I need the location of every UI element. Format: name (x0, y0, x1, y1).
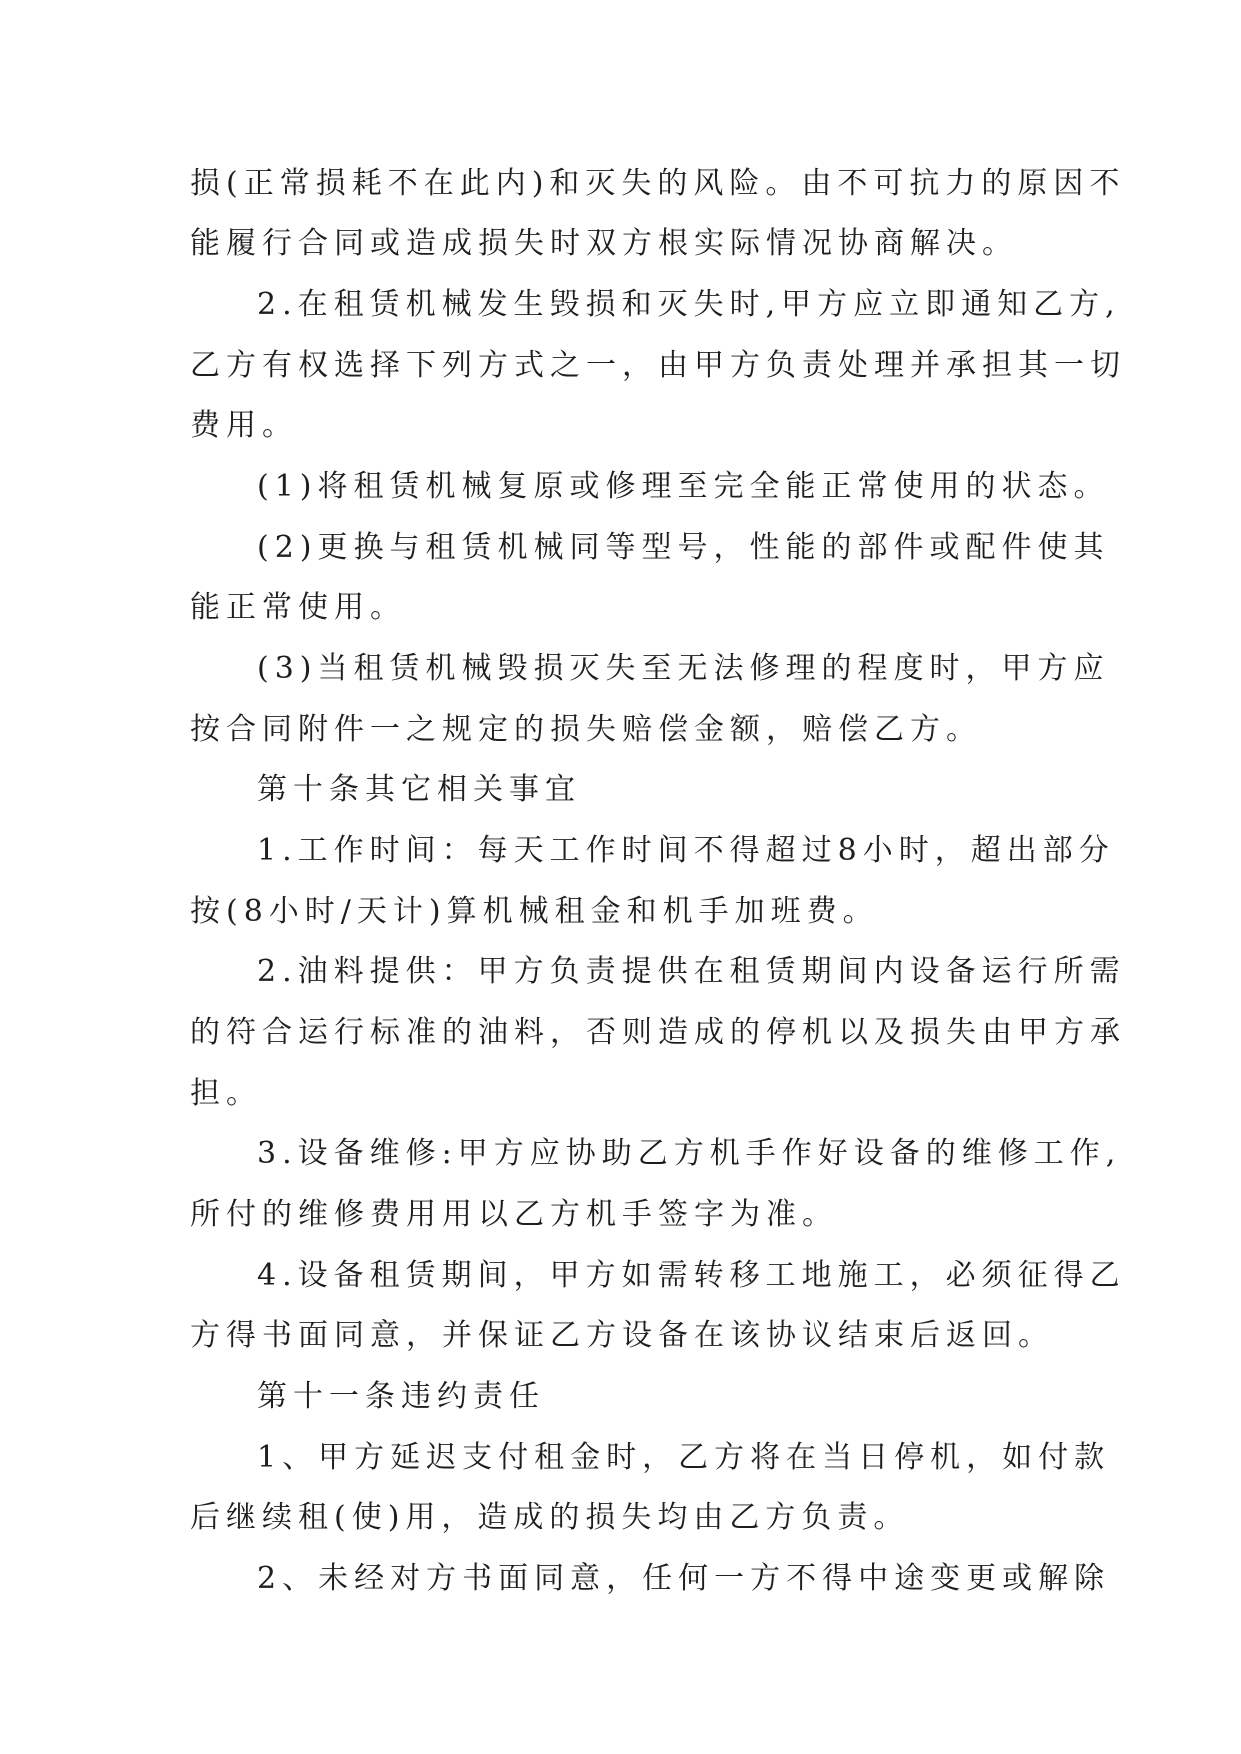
text-line: 2、未经对方书面同意，任何一方不得中途变更或解除 (257, 1561, 1111, 1596)
text-line: 的符合运行标准的油料，否则造成的停机以及损失由甲方承 (190, 1015, 1126, 1050)
text-line: 所付的维修费用用以乙方机手签字为准。 (190, 1197, 838, 1232)
text-line: 2.油料提供：甲方负责提供在租赁期间内设备运行所需 (257, 954, 1126, 989)
text-line: 担。 (190, 1076, 262, 1111)
text-line: 2.在租赁机械发生毁损和灭失时,甲方应立即通知乙方, (257, 287, 1121, 322)
text-line: 方得书面同意，并保证乙方设备在该协议结束后返回。 (190, 1318, 1054, 1353)
text-line: 按(8小时/天计)算机械租金和机手加班费。 (190, 894, 879, 929)
text-line: 按合同附件一之规定的损失赔偿金额，赔偿乙方。 (190, 712, 982, 747)
text-line: 能履行合同或造成损失时双方根实际情况协商解决。 (190, 226, 1018, 261)
text-line: 能正常使用。 (190, 590, 406, 625)
text-line: (2)更换与租赁机械同等型号，性能的部件或配件使其 (257, 530, 1110, 565)
text-line: 后继续租(使)用，造成的损失均由乙方负责。 (190, 1500, 910, 1535)
text-line: 费用。 (190, 408, 298, 443)
text-line: 损(正常损耗不在此内)和灭失的风险。由不可抗力的原因不 (190, 166, 1126, 201)
text-line: 1.工作时间：每天工作时间不得超过8小时，超出部分 (257, 833, 1115, 868)
text-line: 1、甲方延迟支付租金时，乙方将在当日停机，如付款 (257, 1440, 1111, 1475)
text-line: 乙方有权选择下列方式之一，由甲方负责处理并承担其一切 (190, 348, 1126, 383)
text-line: 4.设备租赁期间，甲方如需转移工地施工，必须征得乙 (257, 1258, 1126, 1293)
text-line: 3.设备维修:甲方应协助乙方机手作好设备的维修工作, (257, 1136, 1122, 1171)
text-line: (1)将租赁机械复原或修理至完全能正常使用的状态。 (257, 469, 1110, 504)
text-line: (3)当租赁机械毁损灭失至无法修理的程度时，甲方应 (257, 651, 1110, 686)
section-heading: 第十一条违约责任 (257, 1379, 545, 1414)
section-heading: 第十条其它相关事宜 (257, 772, 581, 807)
